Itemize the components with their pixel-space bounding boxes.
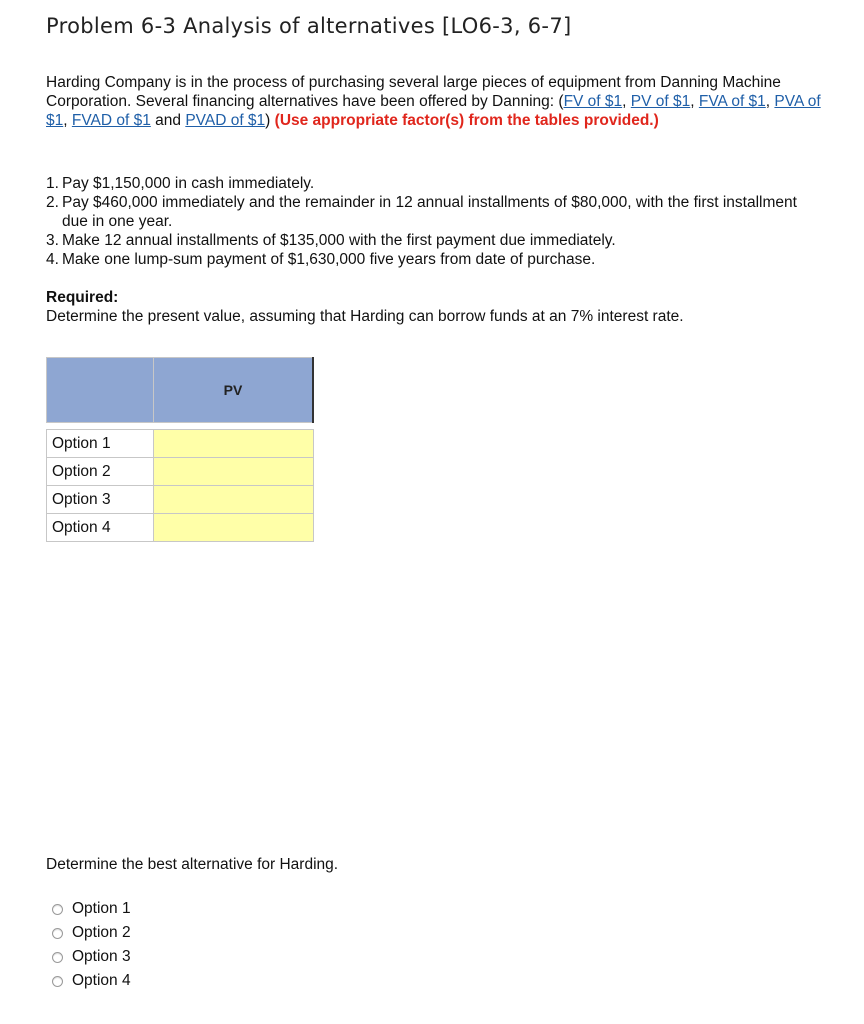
- best-alternative-question: Determine the best alternative for Harding.: [46, 856, 339, 873]
- radio-option-4[interactable]: [52, 969, 131, 993]
- item-number: 2.: [46, 194, 59, 211]
- item-text: Make 12 annual installments of $135,000 with the first payment due immediately.: [62, 232, 616, 249]
- radio-button-icon[interactable]: [52, 904, 63, 915]
- separator: ,: [622, 93, 631, 110]
- header-pv: PV: [154, 358, 314, 423]
- instruction-emphasis: (Use appropriate factor(s) from the tables provided.): [274, 112, 659, 129]
- link-fv-of-1[interactable]: FV of $1: [563, 93, 623, 110]
- list-item: [46, 250, 806, 269]
- pv-input-option-3[interactable]: [154, 486, 314, 514]
- table-row: [47, 486, 314, 514]
- radio-option-1[interactable]: [52, 897, 131, 921]
- item-text: Pay $1,150,000 in cash immediately.: [62, 175, 315, 192]
- radio-label[interactable]: Option 1: [72, 900, 131, 917]
- row-label: Option 1: [47, 430, 154, 458]
- table-row: [47, 430, 314, 458]
- link-pv-of-1[interactable]: PV of $1: [630, 93, 691, 110]
- item-number: 4.: [46, 251, 59, 268]
- pv-input-option-1[interactable]: [154, 430, 314, 458]
- row-label: Option 3: [47, 486, 154, 514]
- list-item: [46, 174, 806, 193]
- separator: ,: [765, 93, 775, 110]
- header-blank-cell: [47, 358, 154, 423]
- row-label: Option 2: [47, 458, 154, 486]
- required-text: Determine the present value, assuming that Harding can borrow funds at an 7% interest rate.: [46, 308, 684, 325]
- separator: ,: [690, 93, 699, 110]
- radio-label[interactable]: Option 2: [72, 924, 131, 941]
- radio-label[interactable]: Option 3: [72, 948, 131, 965]
- pv-table: [46, 357, 314, 542]
- table-row: [47, 514, 314, 542]
- table-spacer: [47, 423, 314, 430]
- item-number: 1.: [46, 175, 59, 192]
- radio-button-icon[interactable]: [52, 928, 63, 939]
- link-pva-of-1[interactable]: PVA of $1: [46, 93, 821, 129]
- required-section: [46, 288, 684, 326]
- required-label: Required:: [46, 289, 119, 306]
- list-item: [46, 193, 806, 231]
- pv-input-option-2[interactable]: [154, 458, 314, 486]
- link-fva-of-1[interactable]: FVA of $1: [698, 93, 766, 110]
- radio-button-icon[interactable]: [52, 976, 63, 987]
- item-text: Pay $460,000 immediately and the remainder in 12 annual installments of $80,000, with the first installment due in one year.: [62, 194, 797, 230]
- table-header-row: [47, 358, 314, 423]
- radio-label[interactable]: Option 4: [72, 972, 131, 989]
- list-item: [46, 231, 806, 250]
- intro-text: Harding Company is in the process of purchasing several large pieces of equipment from Danning Machine Corporation. Several financing alternatives have been offered by Danning: (: [46, 74, 781, 110]
- best-alternative-radio-group: [52, 897, 131, 993]
- problem-intro: [46, 73, 846, 130]
- pv-input-option-4[interactable]: [154, 514, 314, 542]
- alternatives-list: [46, 174, 806, 269]
- radio-option-2[interactable]: [52, 921, 131, 945]
- and-text: and: [150, 112, 186, 129]
- radio-button-icon[interactable]: [52, 952, 63, 963]
- separator: ,: [63, 112, 72, 129]
- row-label: Option 4: [47, 514, 154, 542]
- table-row: [47, 458, 314, 486]
- page-title: Problem 6-3 Analysis of alternatives [LO6-3, 6-7]: [46, 14, 572, 38]
- link-fvad-of-1[interactable]: FVAD of $1: [71, 112, 151, 129]
- close-paren: ): [265, 112, 271, 129]
- item-number: 3.: [46, 232, 59, 249]
- item-text: Make one lump-sum payment of $1,630,000 five years from date of purchase.: [62, 251, 596, 268]
- link-pvad-of-1[interactable]: PVAD of $1: [185, 112, 266, 129]
- radio-option-3[interactable]: [52, 945, 131, 969]
